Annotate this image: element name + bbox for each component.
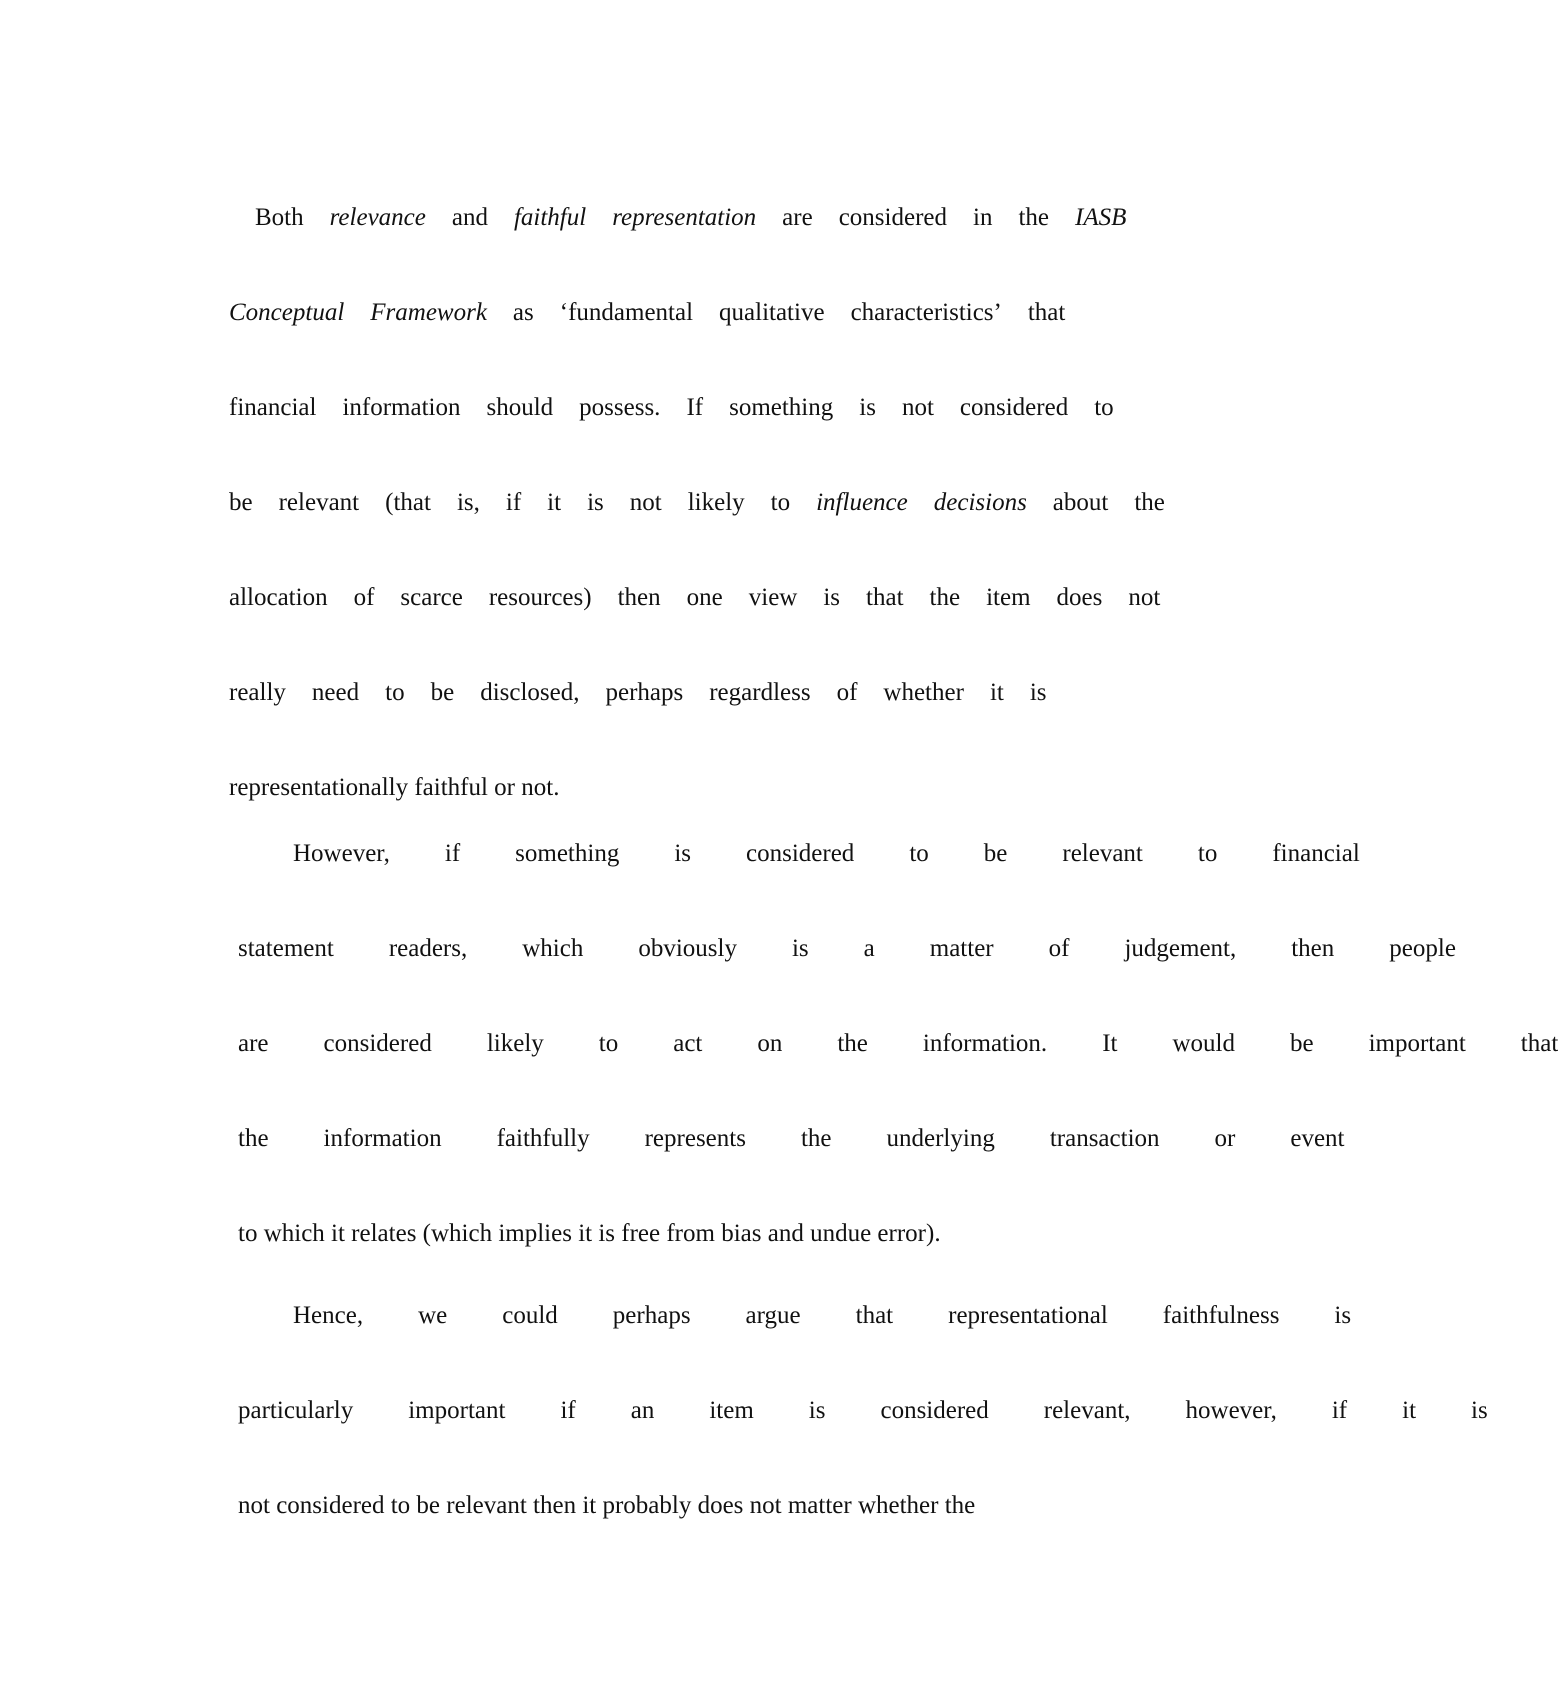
paragraph-1 bbox=[203, 170, 1165, 835]
text-line: Conceptual Framework as ‘fundamental qualitative characteristics’ that bbox=[229, 299, 1066, 326]
text-line: Both relevance and faithful representation are considered in the IASB bbox=[255, 204, 1127, 231]
text-line: are considered likely to act on the information. It would be important that bbox=[238, 1030, 1558, 1057]
paragraph-3 bbox=[183, 1268, 1488, 1553]
text-line: financial information should possess. If something is not considered to bbox=[229, 394, 1114, 421]
text-segment: to which it relates (which implies it is free from bias and undue error). bbox=[238, 1220, 941, 1247]
text-segment: not considered to be relevant then it probably does not matter whether the bbox=[238, 1492, 976, 1519]
text-line: be relevant (that is, if it is not likely to influence decisions about the bbox=[229, 489, 1165, 516]
text-line: really need to be disclosed, perhaps regardless of whether it is bbox=[229, 679, 1047, 706]
text-segment: representationally faithful or not. bbox=[229, 774, 560, 801]
text-line: statement readers, which obviously is a matter of judgement, then people bbox=[238, 935, 1456, 962]
text-line: particularly important if an item is considered relevant, however, if it is bbox=[238, 1397, 1488, 1424]
paragraph-2 bbox=[183, 806, 1558, 1281]
text-line bbox=[183, 1186, 1024, 1281]
text-line: Hence, we could perhaps argue that representational faithfulness is bbox=[293, 1302, 1352, 1329]
text-line: the information faithfully represents the underlying transaction or event bbox=[238, 1125, 1345, 1152]
text-line: allocation of scarce resources) then one view is that the item does not bbox=[229, 584, 1161, 611]
text-line bbox=[183, 1458, 1024, 1553]
text-line: However, if something is considered to be relevant to financial bbox=[293, 840, 1360, 867]
